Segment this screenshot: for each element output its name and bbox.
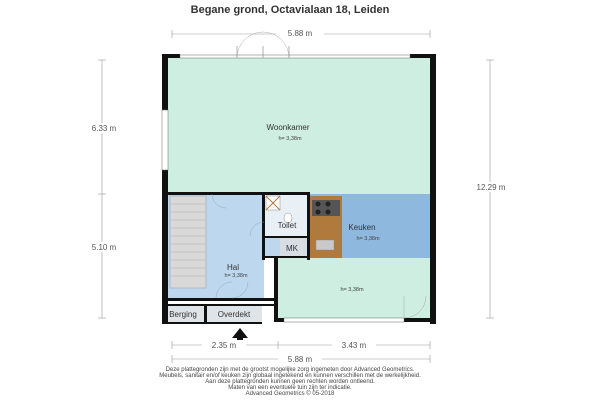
disclaimer-line-5: Advanced Geometrics © 05-2018 — [245, 391, 335, 397]
left-lower-label: 5.10 m — [91, 243, 117, 252]
bottom-right-label: 3.43 m — [341, 341, 367, 350]
keuken-label: Keuken — [348, 223, 376, 232]
stairs — [170, 196, 206, 288]
hal-label: Hal — [226, 263, 240, 272]
top-width-label: 5.88 m — [287, 29, 313, 38]
sink-icon — [316, 240, 334, 250]
disclaimer-line-2: Meubels, sanitair en/of keuken zijn globaal ingetekend en kunnen verschillen met de werkelijkheid. — [159, 373, 421, 379]
woonkamer-label: Woonkamer — [266, 123, 310, 132]
keuken-height: h= 3,38m — [356, 236, 380, 242]
overdekt-label: Overdekt — [217, 310, 251, 319]
left-dimension — [84, 60, 124, 318]
stove-icon — [312, 200, 340, 216]
mk-label: MK — [286, 244, 298, 253]
bottom-left-label: 2.35 m — [211, 341, 237, 350]
left-window — [162, 110, 168, 170]
bottom-window — [284, 318, 404, 322]
bottom-total-label: 5.88 m — [287, 355, 313, 364]
boiler-icon — [266, 196, 280, 210]
lower-room-height: h= 3,38m — [340, 287, 364, 293]
plan-title: Begane grond, Octavialaan 18, Leiden — [190, 4, 390, 16]
top-dimension — [172, 28, 430, 38]
right-total-label: 12.29 m — [476, 183, 506, 192]
disclaimer-line-4: Maten van een eventuele tuin zijn ter indicatie. — [228, 385, 352, 391]
left-upper-label: 6.33 m — [91, 124, 117, 133]
right-dimension — [468, 60, 514, 318]
woonkamer-height: h= 3,38m — [278, 136, 302, 142]
bottom-dimensions — [172, 340, 430, 364]
toilet-label: Toilet — [277, 221, 297, 230]
disclaimer-line-3: Aan deze plattegronden kunnen geen rechten worden ontleend. — [205, 379, 375, 385]
hal-height: h= 3,38m — [224, 273, 248, 279]
disclaimer — [159, 367, 421, 397]
disclaimer-line-1: Deze plattegronden zijn met de grootst mogelijke zorg ingemeten door Advanced Geometrics. — [165, 367, 415, 373]
berging-label: Berging — [169, 310, 197, 319]
